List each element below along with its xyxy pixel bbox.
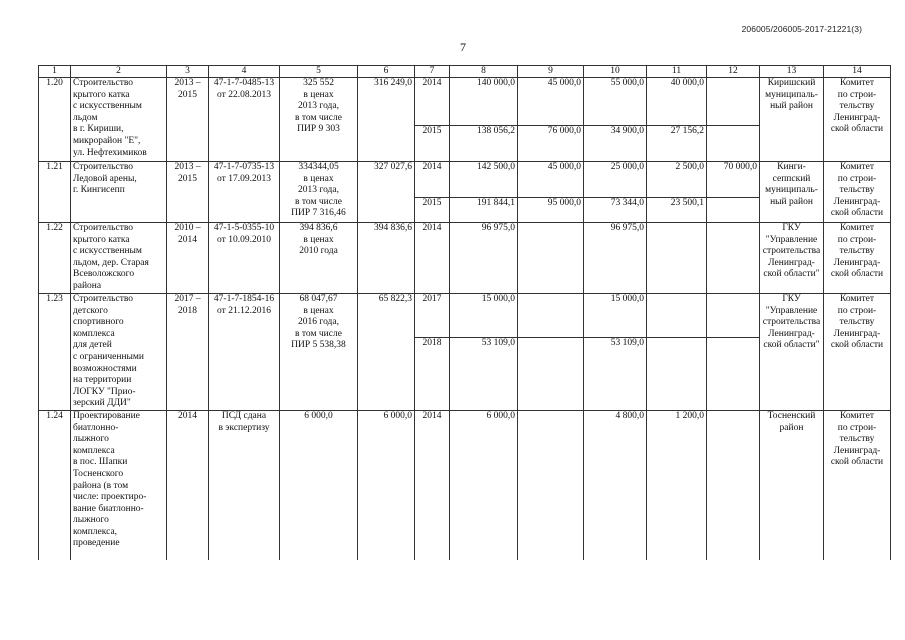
object-name — [71, 223, 167, 294]
cell-line: в ценах — [303, 234, 334, 245]
projects-table — [38, 65, 891, 560]
fin-total: 138 056,2 — [450, 126, 518, 162]
fin-col-9 — [518, 410, 584, 560]
cell-line: в пос. Шапки — [73, 457, 128, 468]
header-cell-13: 13 — [760, 66, 824, 78]
cell-line: Ленинград- — [833, 196, 881, 207]
cell-line: Проектирование — [73, 410, 140, 421]
cell-line: ской области — [830, 340, 884, 351]
fin-year: 2014 — [415, 162, 450, 198]
fin-year: 2014 — [415, 78, 450, 126]
customer — [760, 410, 824, 560]
remaining-cost: 6 000,0 — [358, 410, 415, 560]
cell-line: ской области — [830, 124, 884, 135]
cell-line: комплекса — [73, 445, 115, 456]
cell-line: Строительство — [73, 78, 134, 88]
cell-line: льдом, дер. Старая — [73, 257, 149, 268]
cell-line: на территории — [73, 375, 132, 386]
fin-col-10: 96 975,0 — [584, 223, 647, 294]
executor — [824, 294, 891, 411]
cell-line: строительства — [762, 317, 821, 328]
fin-col-12 — [707, 338, 760, 411]
cell-line: вание биатлонно- — [73, 503, 144, 514]
object-name — [71, 294, 167, 411]
object-name — [71, 410, 167, 560]
cell-line: муниципаль- — [765, 89, 818, 100]
cell-line: Ленинград- — [768, 328, 815, 339]
cell-line: тельству — [839, 317, 875, 328]
cell-line: от 21.12.2016 — [217, 305, 271, 316]
header-row — [39, 66, 891, 78]
fin-col-11 — [647, 294, 707, 338]
cell-line: по строи- — [837, 89, 877, 100]
cell-line: ской области" — [763, 269, 820, 280]
expertise-conclusion — [209, 410, 280, 560]
cell-line: зерский ДДИ" — [73, 398, 131, 409]
table-row — [39, 294, 891, 338]
fin-year: 2014 — [415, 410, 450, 560]
cell-line: Тосненский — [767, 410, 816, 421]
remaining-cost: 316 249,0 — [358, 78, 415, 162]
fin-col-12 — [707, 223, 760, 294]
row-number: 1.20 — [39, 78, 71, 162]
header-cell-14: 14 — [824, 66, 891, 78]
cell-line: ул. Нефтехимиков — [73, 147, 147, 158]
fin-col-9 — [518, 223, 584, 294]
cell-line: лыжного — [73, 515, 109, 526]
estimated-cost — [280, 294, 358, 411]
fin-col-10: 4 800,0 — [584, 410, 647, 560]
cell-line: Ленинград- — [833, 257, 881, 268]
cell-line: района (в том — [73, 480, 129, 491]
cell-line: 6 000,0 — [304, 410, 333, 421]
cell-line: в том числе — [295, 196, 342, 207]
executor — [824, 78, 891, 162]
cell-line: ный район — [770, 196, 813, 207]
cell-line: комплекса — [73, 328, 115, 339]
cell-line: Кинги- — [777, 162, 806, 172]
fin-col-10: 25 000,0 — [584, 162, 647, 198]
cell-line: ный район — [770, 101, 813, 112]
cell-line: Ленинград- — [833, 328, 881, 339]
fin-total: 142 500,0 — [450, 162, 518, 198]
remaining-cost: 394 836,6 — [358, 223, 415, 294]
fin-year: 2017 — [415, 294, 450, 338]
cell-line: в г. Кириши, — [73, 124, 124, 135]
table-row — [39, 78, 891, 126]
cell-line: крытого катка — [73, 89, 130, 100]
construction-years — [167, 223, 209, 294]
fin-col-12 — [707, 126, 760, 162]
row-number: 1.22 — [39, 223, 71, 294]
cell-line: от 22.08.2013 — [217, 89, 271, 100]
cell-line: льдом — [73, 112, 98, 123]
cell-line: 47-1-7-0485-13 — [213, 78, 275, 88]
cell-line: в ценах — [303, 89, 334, 100]
cell-line: тельству — [839, 185, 875, 196]
cell-line: ЛОГКУ "Прио- — [73, 386, 136, 397]
cell-line: для детей — [73, 340, 112, 351]
cell-line: возможностями — [73, 363, 137, 374]
cell-line: тельству — [839, 434, 875, 445]
row-number: 1.24 — [39, 410, 71, 560]
customer — [760, 78, 824, 162]
cell-line: ПИР 9 303 — [297, 124, 340, 135]
fin-col-11: 40 000,0 — [647, 78, 707, 126]
object-name — [71, 162, 167, 223]
fin-col-9: 45 000,0 — [518, 162, 584, 198]
fin-col-11 — [647, 223, 707, 294]
estimated-cost — [280, 162, 358, 223]
fin-col-11: 27 156,2 — [647, 126, 707, 162]
cell-line: 2013 – — [174, 78, 201, 88]
expertise-conclusion — [209, 294, 280, 411]
fin-total: 96 975,0 — [450, 223, 518, 294]
fin-col-9: 95 000,0 — [518, 198, 584, 223]
fin-col-11: 23 500,1 — [647, 198, 707, 223]
cell-line: спортивного — [73, 317, 124, 328]
cell-line: в ценах — [303, 173, 334, 184]
cell-line: 325 552 — [303, 78, 334, 88]
header-cell-6: 6 — [358, 66, 415, 78]
fin-year: 2018 — [415, 338, 450, 411]
cell-line: 334344,05 — [298, 162, 339, 172]
cell-line: 2014 — [178, 234, 197, 245]
cell-line: ской области — [830, 457, 884, 468]
cell-line: района — [73, 280, 102, 291]
cell-line: с ограниченными — [73, 351, 145, 362]
fin-total: 140 000,0 — [450, 78, 518, 126]
fin-total: 15 000,0 — [450, 294, 518, 338]
fin-col-12 — [707, 294, 760, 338]
fin-col-12 — [707, 78, 760, 126]
cell-line: Строительство — [73, 294, 134, 304]
cell-line: Комитет — [839, 78, 875, 88]
cell-line: ской области — [830, 208, 884, 219]
table-row — [39, 223, 891, 294]
cell-line: 47-1-7-1854-16 — [213, 294, 275, 304]
estimated-cost — [280, 78, 358, 162]
cell-line: по строи- — [837, 305, 877, 316]
cell-line: Ледовой арены, — [73, 173, 137, 184]
cell-line: в том числе — [295, 112, 342, 123]
construction-years — [167, 162, 209, 223]
cell-line: 2014 — [178, 410, 197, 421]
cell-line: с искусственным — [73, 101, 142, 112]
cell-line: ПИР 5 538,38 — [291, 340, 346, 351]
customer — [760, 162, 824, 223]
construction-years — [167, 294, 209, 411]
cell-line: тельству — [839, 246, 875, 257]
expertise-conclusion — [209, 162, 280, 223]
cell-line: 68 047,67 — [299, 294, 338, 304]
fin-col-10: 15 000,0 — [584, 294, 647, 338]
cell-line: 2013 года, — [298, 185, 339, 196]
cell-line: район — [779, 422, 804, 433]
cell-line: 2013 года, — [298, 101, 339, 112]
expertise-conclusion — [209, 78, 280, 162]
cell-line: ской области — [830, 269, 884, 280]
cell-line: 2010 года — [299, 246, 338, 257]
cell-line: ПИР 7 316,46 — [291, 208, 346, 219]
document-id: 206005/206005-2017-21221(3) — [741, 24, 862, 34]
cell-line: ГКУ — [782, 223, 801, 233]
page-number: 7 — [460, 40, 466, 54]
cell-line: 2017 – — [174, 294, 201, 304]
cell-line: тельству — [839, 101, 875, 112]
cell-line: 2010 – — [174, 223, 201, 233]
header-cell-12: 12 — [707, 66, 760, 78]
table-row — [39, 410, 891, 560]
row-number: 1.23 — [39, 294, 71, 411]
cell-line: крытого катка — [73, 234, 130, 245]
cell-line: сеппский — [772, 173, 811, 184]
fin-col-10: 34 900,0 — [584, 126, 647, 162]
fin-total: 53 109,0 — [450, 338, 518, 411]
cell-line: Киришский — [767, 78, 816, 88]
fin-col-10: 55 000,0 — [584, 78, 647, 126]
cell-line: ГКУ — [782, 294, 801, 304]
cell-line: проведение — [73, 538, 120, 549]
row-number: 1.21 — [39, 162, 71, 223]
fin-col-10: 73 344,0 — [584, 198, 647, 223]
fin-col-9 — [518, 338, 584, 411]
remaining-cost: 65 822,3 — [358, 294, 415, 411]
fin-col-9: 45 000,0 — [518, 78, 584, 126]
cell-line: Комитет — [839, 294, 875, 304]
cell-line: г. Кингисепп — [73, 185, 125, 196]
cell-line: по строи- — [837, 173, 877, 184]
cell-line: числе: проектиро- — [73, 492, 147, 503]
cell-line: детского — [73, 305, 108, 316]
cell-line: "Управление — [765, 305, 818, 316]
cell-line: биатлонно- — [73, 422, 119, 433]
cell-line: от 10.09.2010 — [217, 234, 271, 245]
cell-line: Комитет — [839, 410, 875, 421]
header-cell-10: 10 — [584, 66, 647, 78]
fin-col-11: 2 500,0 — [647, 162, 707, 198]
cell-line: Комитет — [839, 162, 875, 172]
fin-year: 2015 — [415, 198, 450, 223]
cell-line: "Управление — [765, 234, 818, 245]
executor — [824, 223, 891, 294]
customer — [760, 294, 824, 411]
header-cell-1: 1 — [39, 66, 71, 78]
cell-line: комплекса, — [73, 526, 118, 537]
cell-line: Строительство — [73, 223, 134, 233]
header-cell-4: 4 — [209, 66, 280, 78]
cell-line: по строи- — [837, 234, 877, 245]
cell-line: Строительство — [73, 162, 134, 172]
header-cell-9: 9 — [518, 66, 584, 78]
header-cell-2: 2 — [71, 66, 167, 78]
fin-col-12 — [707, 198, 760, 223]
fin-col-10: 53 109,0 — [584, 338, 647, 411]
object-name — [71, 78, 167, 162]
fin-col-12: 70 000,0 — [707, 162, 760, 198]
cell-line: ПСД сдана — [221, 410, 267, 421]
cell-line: 2018 — [178, 305, 197, 316]
fin-col-12 — [707, 410, 760, 560]
cell-line: Тосненского — [73, 468, 124, 479]
estimated-cost — [280, 410, 358, 560]
executor — [824, 410, 891, 560]
header-cell-5: 5 — [280, 66, 358, 78]
header-cell-3: 3 — [167, 66, 209, 78]
cell-line: Комитет — [839, 223, 875, 233]
estimated-cost — [280, 223, 358, 294]
cell-line: лыжного — [73, 434, 109, 445]
cell-line: 47-1-5-0355-10 — [213, 223, 275, 233]
cell-line: 394 836,6 — [299, 223, 338, 233]
fin-col-11 — [647, 338, 707, 411]
cell-line: 2015 — [178, 89, 197, 100]
construction-years — [167, 410, 209, 560]
cell-line: 47-1-7-0735-13 — [213, 162, 275, 172]
cell-line: по строи- — [837, 422, 877, 433]
construction-years — [167, 78, 209, 162]
header-cell-11: 11 — [647, 66, 707, 78]
cell-line: от 17.09.2013 — [217, 173, 271, 184]
cell-line: Ленинград- — [833, 112, 881, 123]
remaining-cost: 327 027,6 — [358, 162, 415, 223]
cell-line: микрорайон "Е", — [73, 135, 141, 146]
cell-line: 2015 — [178, 173, 197, 184]
cell-line: Всеволожского — [73, 269, 135, 280]
cell-line: Ленинград- — [833, 445, 881, 456]
fin-year: 2015 — [415, 126, 450, 162]
fin-col-11: 1 200,0 — [647, 410, 707, 560]
cell-line: Ленинград- — [768, 257, 815, 268]
fin-total: 191 844,1 — [450, 198, 518, 223]
fin-year: 2014 — [415, 223, 450, 294]
cell-line: строительства — [762, 246, 821, 257]
cell-line: в ценах — [303, 305, 334, 316]
cell-line: муниципаль- — [765, 185, 818, 196]
cell-line: в экспертизу — [218, 422, 270, 433]
fin-total: 6 000,0 — [450, 410, 518, 560]
table-row — [39, 162, 891, 198]
cell-line: ской области" — [763, 340, 820, 351]
expertise-conclusion — [209, 223, 280, 294]
customer — [760, 223, 824, 294]
executor — [824, 162, 891, 223]
header-cell-7: 7 — [415, 66, 450, 78]
header-cell-8: 8 — [450, 66, 518, 78]
fin-col-9: 76 000,0 — [518, 126, 584, 162]
fin-col-9 — [518, 294, 584, 338]
cell-line: в том числе — [295, 328, 342, 339]
cell-line: 2016 года, — [298, 317, 339, 328]
cell-line: с искусственным — [73, 246, 142, 257]
cell-line: 2013 – — [174, 162, 201, 172]
